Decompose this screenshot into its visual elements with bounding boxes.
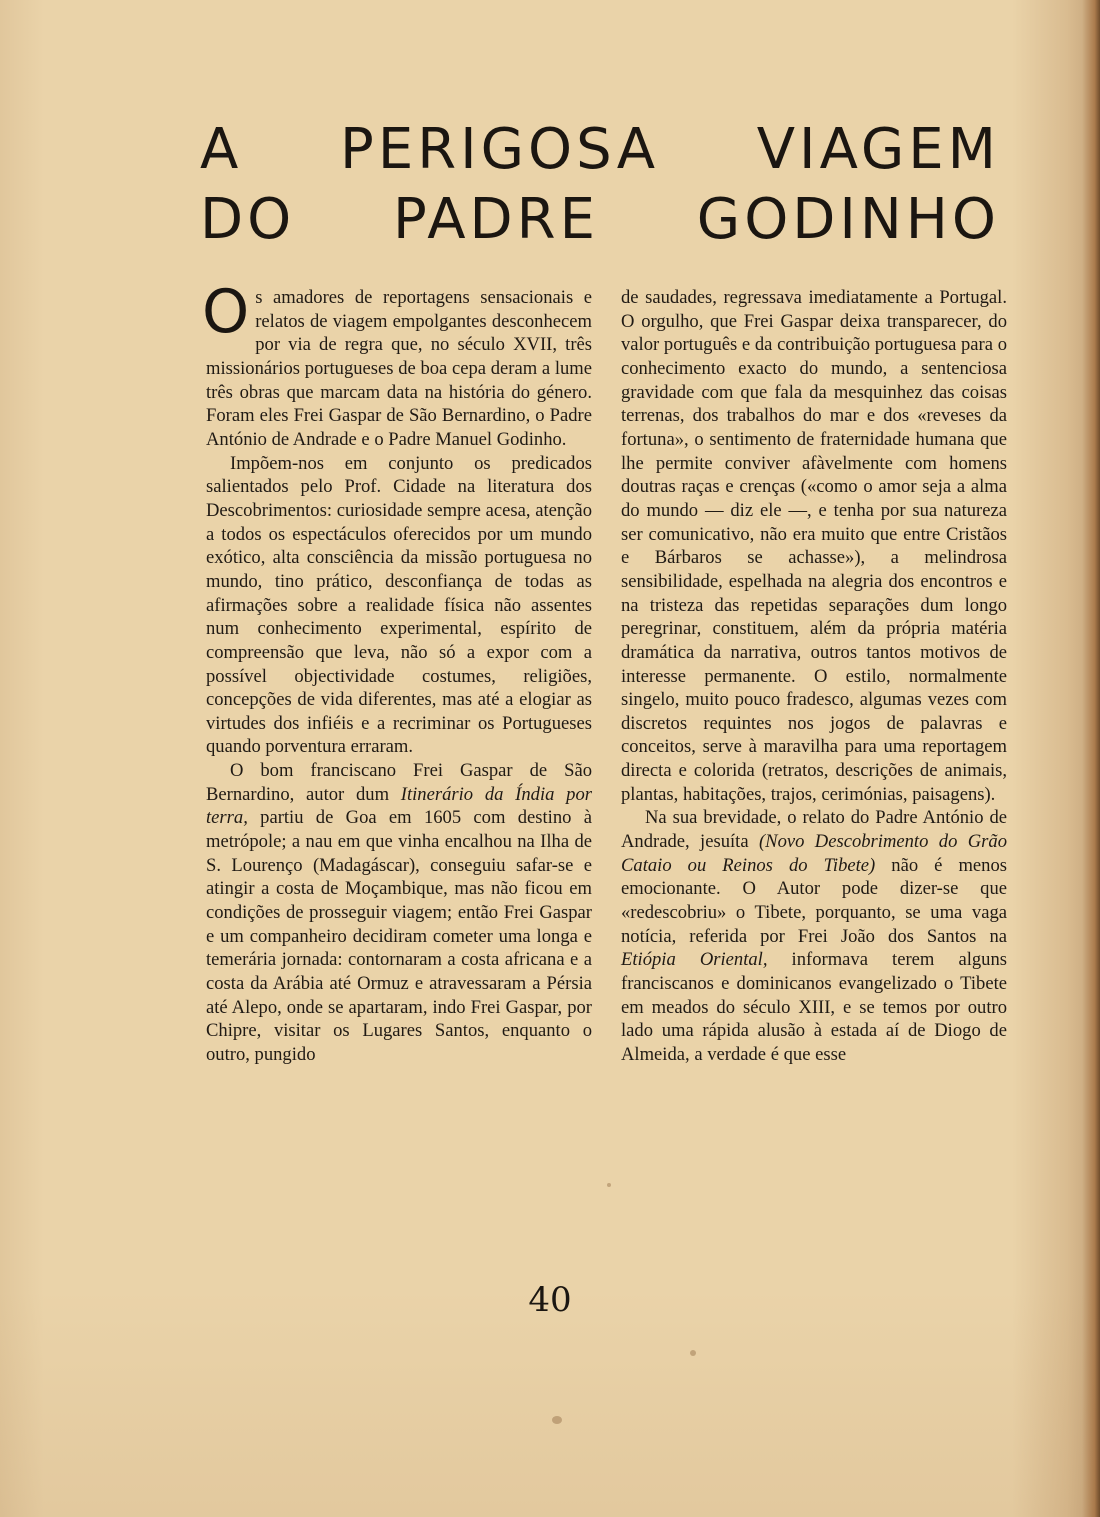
page-number: 40 bbox=[528, 1280, 572, 1320]
paper-speck bbox=[690, 1350, 696, 1356]
paragraph-predicados: Impõem-nos em conjunto os predicados salientados pelo Prof. Cidade na literatura dos Descobrimentos: curiosidade sempre acesa, atenção a todos os espectáculos oferecidos por um mundo exótico, alta consciência da missão portuguesa no mundo, tino prático, desconfiança de todas as afirmações sobre a realidade física não assentes num conhecimento experimental, espírito de compreensão que leva, não só a expor com a possível objectividade costumes, religiões, concepções de vida diferentes, mas até a elogiar as virtudes dos infiéis e a recriminar os Portugueses quando porventura erraram. bbox=[206, 452, 592, 758]
frei-gaspar-text-b: partiu de Goa em 1605 com destino à metrópole; a nau em que vinha encalhou na Ilha de S. Lourenço (Madagáscar), conseguiu safar-se e atingir a costa de Moçambique, mas não ficou em condições de prosseguir viagem; então Frei Gaspar e um companheiro decidiram cometer uma longa e temerária jornada: contornaram a costa africana e a costa da Arábia até Ormuz e atravessaram a Pérsia até Alepo, onde se apartaram, indo Frei Gaspar, por Chipre, visitar os Lugares Santos, enquanto o outro, pungido bbox=[206, 807, 592, 1065]
paragraph-intro bbox=[202, 277, 592, 452]
andrade-text-b: não é menos emocionante. O Autor pode dizer-se que «redescobriu» o Tibete, porquanto, se uma vaga notícia, referida por Frei João dos Santos na bbox=[621, 854, 1008, 947]
left-column bbox=[202, 277, 592, 1067]
paper-speck bbox=[552, 1416, 562, 1424]
book-title-novo-descobrimento: (Novo Descobrimento do Grão Cataio ou Reinos do Tibete) bbox=[621, 831, 1008, 876]
right-column bbox=[621, 286, 1007, 1067]
andrade-text-a: Na sua brevidade, o relato do Padre António de Andrade, jesuíta bbox=[621, 807, 1007, 853]
paragraph-intro-text: s amadores de reportagens sensacionais e relatos de viagem empolgantes desconhecem por via de regra que, no século XVII, três missionários portugueses de boa cepa deram a lume três obras que marcam data na história do género. Foram eles Frei Gaspar de São Bernardino, o Padre António de Andrade e o Padre Manuel Godinho. bbox=[206, 287, 592, 450]
book-title-itinerario: Itinerário da Índia por terra, bbox=[206, 783, 592, 829]
drop-cap: O bbox=[202, 277, 250, 347]
frei-gaspar-text-a: O bom franciscano Frei Gaspar de São Bernardino, autor dum bbox=[206, 760, 592, 805]
article-title-line-2: DO PADRE GODINHO bbox=[200, 187, 1000, 252]
paragraph-frei-gaspar bbox=[206, 759, 592, 1067]
paragraph-andrade bbox=[621, 806, 1007, 1066]
page-edge-shadow bbox=[1082, 0, 1100, 1517]
paper-speck bbox=[607, 1183, 611, 1187]
paragraph-continuation: de saudades, regressava imediatamente a Portugal. O orgulho, que Frei Gaspar deixa transparecer, do valor português e da contribuição portuguesa para o conhecimento exacto do mundo, a sentenciosa gravidade com que fala da mesquinhez das coisas terrenas, dos trabalhos do mar e dos «reveses da fortuna», o sentimento de fraternidade humana que lhe permite conviver afàvelmente com homens doutras raças e crenças («como o amor seja a alma do mundo — diz ele —, e tenha por sua natureza ser comunicativo, não era muito que entre Cristãos e Bárbaros se achasse»), a melindrosa sensibilidade, espelhada na alegria dos encontros e na tristeza das repetidas separações dum longo peregrinar, constituem, além da própria matéria dramática da narrativa, outros tantos motivos de interesse permanente. O estilo, normalmente singelo, muito pouco fradesco, algumas vezes com discretos requintes nos jogos de palavras e conceitos, serve à maravilha para uma reportagem directa e colorida (retratos, descrições de animais, plantas, habitações, trajos, cerimónias, paisagens). bbox=[621, 287, 1007, 805]
andrade-text-c: informava terem alguns franciscanos e dominicanos evangelizado o Tibete em meados do século XIII, e se temos por outro lado uma rápida alusão à estada aí de Diogo de Almeida, a verdade é que esse bbox=[621, 949, 1007, 1065]
book-title-etiopia: Etiópia Oriental, bbox=[621, 949, 768, 971]
article-title-line-1: A PERIGOSA VIAGEM bbox=[200, 117, 1000, 182]
